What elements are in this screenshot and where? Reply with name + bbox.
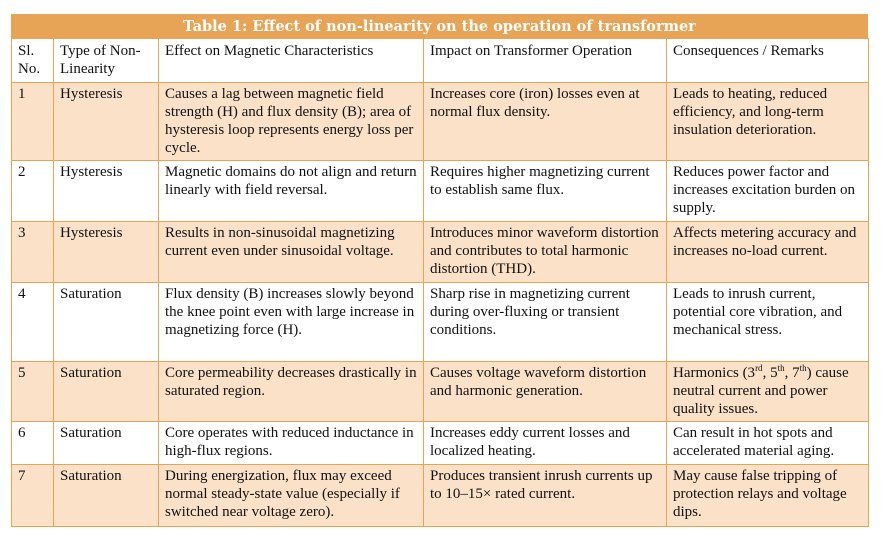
superscript: rd	[755, 363, 763, 373]
table-row	[12, 161, 869, 222]
cell-no: 4	[12, 283, 54, 362]
cell-no: 6	[12, 422, 54, 465]
table-row	[12, 422, 869, 465]
cell-impact: Produces transient inrush currents up to 10–15× rated current.	[424, 465, 667, 527]
table-row	[12, 83, 869, 161]
header-remarks: Consequences / Remarks	[667, 39, 869, 83]
cell-no: 5	[12, 362, 54, 422]
cell-effect: During energization, flux may exceed normal steady-state value (especially if switched near voltage zero).	[159, 465, 424, 527]
cell-remarks: Leads to heating, reduced efficiency, and long-term insulation deterioration.	[667, 83, 869, 161]
table-row	[12, 465, 869, 527]
cell-impact: Sharp rise in magnetizing current during over-fluxing or transient conditions.	[424, 283, 667, 362]
cell-effect: Results in non-sinusoidal magnetizing current even under sinusoidal voltage.	[159, 222, 424, 283]
table-title: Table 1: Effect of non-linearity on the operation of transformer	[11, 14, 868, 38]
remarks-text-post: ) cause neutral current and power quality issues.	[673, 365, 849, 417]
cell-no: 2	[12, 161, 54, 222]
cell-effect: Core permeability decreases drastically in saturated region.	[159, 362, 424, 422]
cell-no: 3	[12, 222, 54, 283]
cell-remarks: Reduces power factor and increases excitation burden on supply.	[667, 161, 869, 222]
cell-impact: Increases core (iron) losses even at normal flux density.	[424, 83, 667, 161]
cell-type: Hysteresis	[54, 83, 159, 161]
table-row	[12, 222, 869, 283]
cell-remarks: May cause false tripping of protection relays and voltage dips.	[667, 465, 869, 527]
cell-type: Hysteresis	[54, 222, 159, 283]
cell-remarks: Affects metering accuracy and increases no-load current.	[667, 222, 869, 283]
header-row	[12, 39, 869, 83]
data-table	[11, 38, 869, 527]
superscript: th	[799, 363, 807, 373]
table-row	[12, 362, 869, 422]
cell-type: Saturation	[54, 422, 159, 465]
cell-remarks: Leads to inrush current, potential core vibration, and mechanical stress.	[667, 283, 869, 362]
header-impact: Impact on Transformer Operation	[424, 39, 667, 83]
table-container	[11, 14, 868, 527]
remarks-text-pre: Harmonics (3	[673, 365, 756, 381]
cell-impact: Causes voltage waveform distortion and harmonic generation.	[424, 362, 667, 422]
cell-impact: Increases eddy current losses and localized heating.	[424, 422, 667, 465]
cell-no: 7	[12, 465, 54, 527]
cell-type: Saturation	[54, 362, 159, 422]
cell-type: Saturation	[54, 283, 159, 362]
cell-impact: Introduces minor waveform distortion and contributes to total harmonic distortion (THD).	[424, 222, 667, 283]
cell-remarks: Can result in hot spots and accelerated material aging.	[667, 422, 869, 465]
cell-type: Hysteresis	[54, 161, 159, 222]
cell-effect: Core operates with reduced inductance in high-flux regions.	[159, 422, 424, 465]
cell-type: Saturation	[54, 465, 159, 527]
header-effect: Effect on Magnetic Characteristics	[159, 39, 424, 83]
header-type: Type of Non-Linearity	[54, 39, 159, 83]
cell-effect: Causes a lag between magnetic field strength (H) and flux density (B); area of hysteresis loop represents energy loss per cycle.	[159, 83, 424, 161]
header-sl-no: Sl. No.	[12, 39, 54, 83]
cell-no: 1	[12, 83, 54, 161]
cell-impact: Requires higher magnetizing current to establish same flux.	[424, 161, 667, 222]
table-row	[12, 283, 869, 362]
remarks-text-mid: , 7	[784, 365, 800, 381]
remarks-text-mid: , 5	[762, 365, 778, 381]
superscript: th	[777, 363, 785, 373]
cell-effect: Magnetic domains do not align and return linearly with field reversal.	[159, 161, 424, 222]
cell-effect: Flux density (B) increases slowly beyond the knee point even with large increase in magnetizing force (H).	[159, 283, 424, 362]
cell-remarks	[667, 362, 869, 422]
